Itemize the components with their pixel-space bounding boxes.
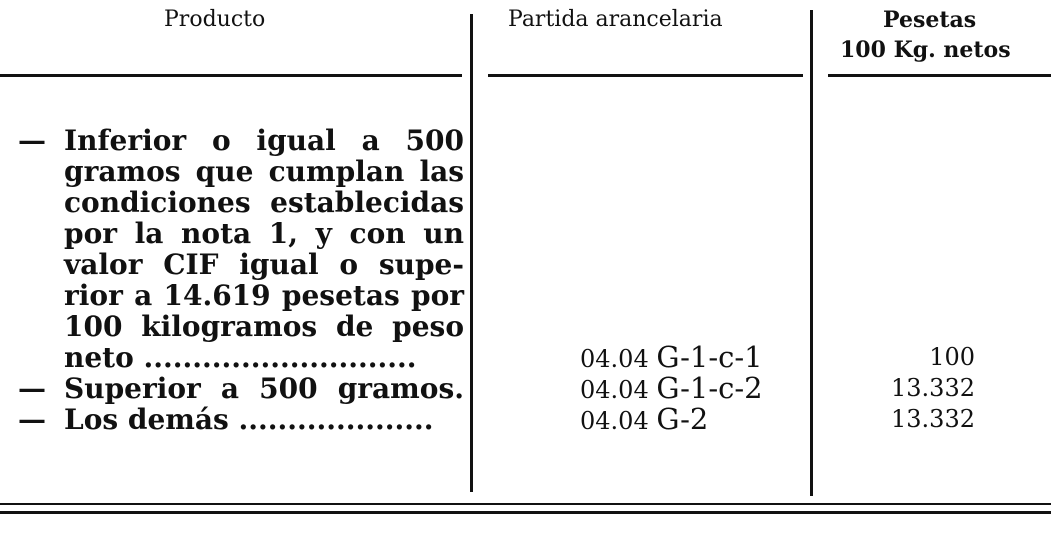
row3-code-prefix: 04.04 — [580, 407, 649, 435]
header-partida-arancelaria: Partida arancelaria — [508, 7, 723, 32]
column-divider-2 — [810, 10, 813, 496]
row1-line-8: neto ............................ — [64, 342, 417, 373]
row2-description: Superior a 500 gramos. — [64, 373, 464, 404]
row3-code — [580, 404, 708, 437]
header-rule-middle — [488, 74, 803, 77]
row2-code-prefix: 04.04 — [580, 376, 649, 404]
header-pesetas: Pesetas — [883, 7, 977, 33]
header-rule-left — [0, 74, 462, 77]
header-100kg-netos: 100 Kg. netos — [840, 37, 1011, 63]
row1-price: 100 — [929, 343, 975, 371]
row1-line-1: Inferior o igual a 500 — [64, 124, 464, 157]
row1-line-3: condiciones establecidas — [64, 186, 464, 219]
row3-dash: — — [18, 403, 46, 436]
bottom-rule-top — [0, 503, 1051, 505]
row3-description: Los demás .................... — [64, 404, 434, 435]
row1-code-prefix: 04.04 — [580, 345, 649, 373]
row1-line-5: valor CIF igual o supe- — [64, 248, 464, 281]
row1-line-6: rior a 14.619 pesetas por — [64, 279, 464, 312]
row2-price: 13.332 — [891, 374, 975, 402]
row1-dash: — — [18, 124, 46, 157]
row1-description — [64, 125, 464, 373]
row1-line-2: gramos que cumplan las — [64, 155, 464, 188]
bottom-rule-bottom — [0, 511, 1051, 514]
row2-dash: — — [18, 372, 46, 405]
header-rule-right — [828, 74, 1051, 77]
row2-code-suffix: G-1-c-2 — [656, 371, 763, 405]
row1-line-7: 100 kilogramos de peso — [64, 310, 464, 343]
row1-line-4: por la nota 1, y con un — [64, 217, 464, 250]
row3-price: 13.332 — [891, 405, 975, 433]
header-producto: Producto — [164, 7, 266, 32]
row1-code-suffix: G-1-c-1 — [656, 340, 763, 374]
row3-code-suffix: G-2 — [656, 402, 709, 436]
column-divider-1 — [470, 14, 473, 492]
